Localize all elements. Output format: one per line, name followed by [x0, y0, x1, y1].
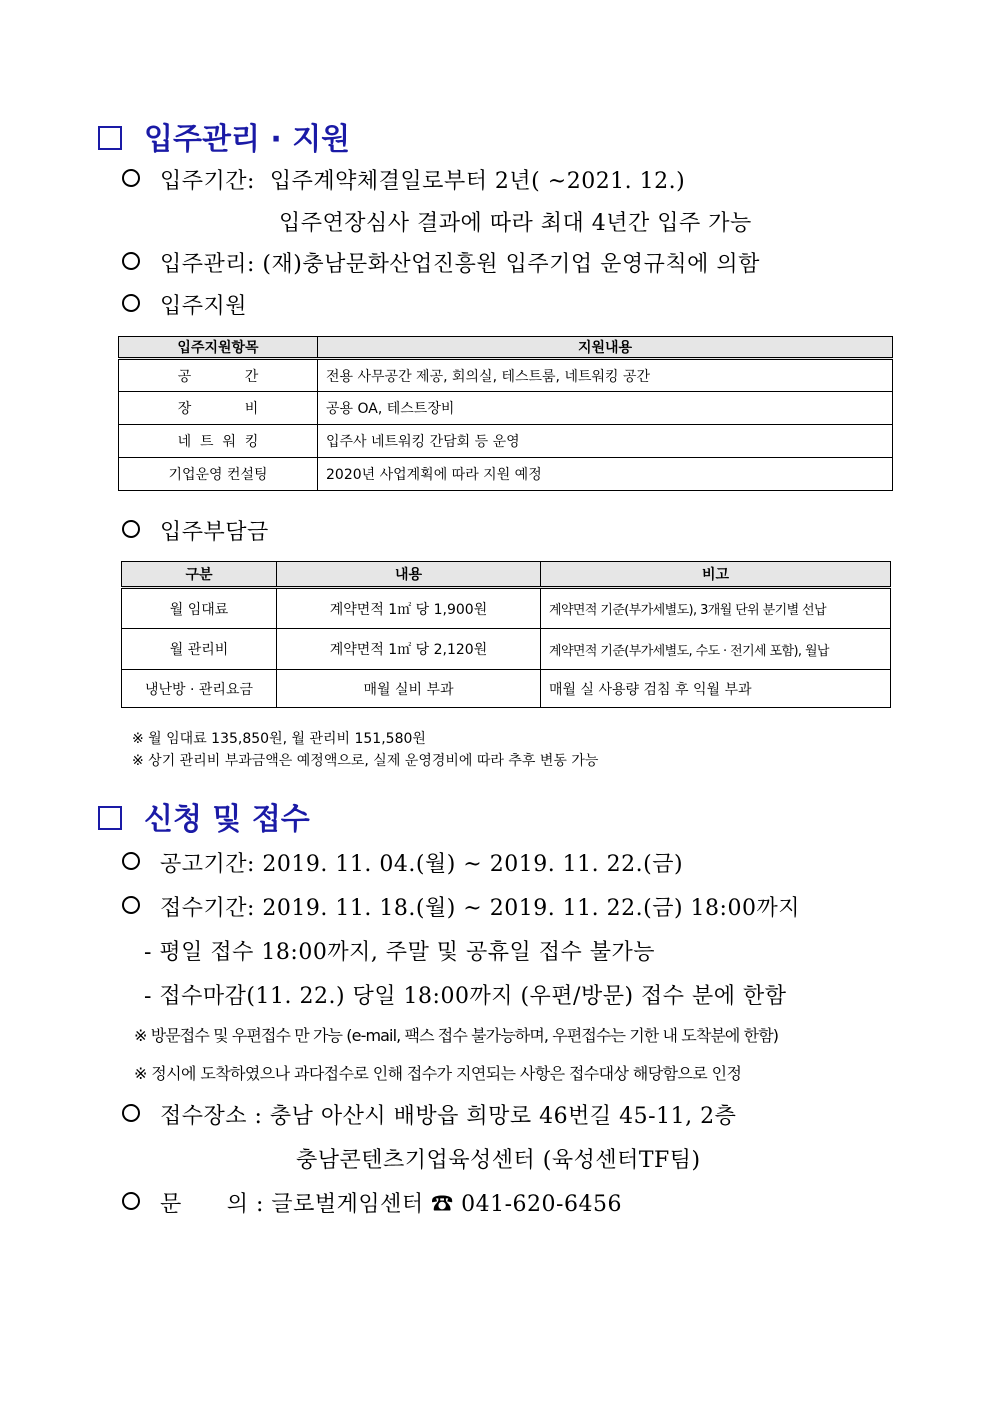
table-row [122, 629, 891, 670]
table-row [119, 425, 893, 458]
circle-bullet-icon [122, 1192, 140, 1210]
circle-bullet-icon [122, 520, 140, 538]
circle-bullet-icon [122, 896, 140, 914]
notice-line [122, 847, 683, 878]
table-cell: 장 비 [119, 392, 318, 425]
burden-note-1: ※ 월 임대료 135,850원, 월 관리비 151,580원 [132, 731, 426, 747]
table-cell: 입주사 네트워킹 간담회 등 운영 [318, 425, 893, 458]
burden-table [121, 561, 891, 708]
contact-line [122, 1187, 622, 1218]
checkbox-square-icon [98, 806, 122, 830]
circle-bullet-icon [122, 252, 140, 270]
receipt-line [122, 891, 800, 922]
table-header-cell: 구분 [122, 562, 277, 588]
burden-note-2: ※ 상기 관리비 부과금액은 예정액으로, 실제 운영경비에 따라 추후 변동 가능 [132, 753, 599, 769]
table-row [122, 670, 891, 708]
table-cell: 냉난방 · 관리요금 [122, 670, 277, 708]
place-line [122, 1099, 736, 1130]
table-cell: 전용 사무공간 제공, 회의실, 테스트룸, 네트워킹 공간 [318, 359, 893, 392]
burden-label: 입주부담금 [160, 520, 269, 545]
burden-line [122, 515, 269, 546]
receipt-text: 2019. 11. 18.(월) ~ 2019. 11. 22.(금) 18:00까지 [262, 896, 800, 921]
place-text: 충남 아산시 배방읍 희망로 46번길 45-11, 2층 [269, 1104, 737, 1129]
table-header-cell: 지원내용 [318, 337, 893, 359]
support-table [118, 336, 893, 491]
table-cell: 매월 실 사용량 검침 후 익월 부과 [541, 670, 891, 708]
table-row [122, 588, 891, 629]
table-cell: 월 임대료 [122, 588, 277, 629]
table-cell: 2020년 사업계획에 따라 지원 예정 [318, 458, 893, 491]
contact-text: 글로벌게임센터 ☎ 041-620-6456 [271, 1192, 622, 1217]
support-line [122, 289, 247, 320]
support-label: 입주지원 [160, 294, 248, 319]
receipt-sub-1: - 평일 접수 18:00까지, 주말 및 공휴일 접수 불가능 [144, 940, 656, 965]
circle-bullet-icon [122, 852, 140, 870]
table-cell: 계약면적 기준(부가세별도), 3개월 단위 분기별 선납 [541, 588, 891, 629]
period-extension-text: 입주연장심사 결과에 따라 최대 4년간 입주 가능 [279, 211, 752, 236]
receipt-note-2: ※ 정시에 도착하였으나 과다접수로 인해 접수가 지연되는 사항은 접수대상 해당함으로 인정 [134, 1064, 742, 1083]
manage-line [122, 247, 760, 278]
table-cell: 계약면적 기준(부가세별도, 수도 · 전기세 포함), 월납 [541, 629, 891, 670]
circle-bullet-icon [122, 1104, 140, 1122]
period-line [122, 164, 685, 195]
section-title-application [98, 794, 310, 838]
table-header-row [122, 562, 891, 588]
table-cell: 기업운영 컨설팅 [119, 458, 318, 491]
table-cell: 매월 실비 부과 [277, 670, 541, 708]
place-label: 접수장소 : [160, 1104, 263, 1129]
table-cell: 네 트 워 킹 [119, 425, 318, 458]
circle-bullet-icon [122, 169, 140, 187]
receipt-sub-2: - 접수마감(11. 22.) 당일 18:00까지 (우편/방문) 접수 분에 한함 [144, 984, 787, 1009]
period-text: 입주계약체결일로부터 2년( ~2021. 12.) [269, 169, 686, 194]
table-row [119, 359, 893, 392]
period-label: 입주기간: [160, 169, 255, 194]
table-row [119, 458, 893, 491]
table-cell: 공용 OA, 테스트장비 [318, 392, 893, 425]
checkbox-square-icon [98, 126, 122, 150]
table-cell: 공 간 [119, 359, 318, 392]
section-title-text: 신청 및 접수 [144, 802, 310, 837]
table-cell: 계약면적 1㎡ 당 1,900원 [277, 588, 541, 629]
table-cell: 계약면적 1㎡ 당 2,120원 [277, 629, 541, 670]
table-header-cell: 입주지원항목 [119, 337, 318, 359]
table-header-cell: 내용 [277, 562, 541, 588]
notice-text: 2019. 11. 04.(월) ~ 2019. 11. 22.(금) [262, 852, 684, 877]
manage-label: 입주관리: [160, 252, 255, 277]
receipt-note-1: ※ 방문접수 및 우편접수 만 가능 (e-mail, 팩스 접수 불가능하며, 우편접수는 기한 내 도착분에 한함) [134, 1026, 779, 1045]
notice-label: 공고기간: [160, 852, 255, 877]
table-header-cell: 비고 [541, 562, 891, 588]
receipt-label: 접수기간: [160, 896, 255, 921]
place-center-text: 충남콘텐츠기업육성센터 (육성센터TF팀) [296, 1148, 701, 1173]
manage-text: (재)충남문화산업진흥원 입주기업 운영규칙에 의함 [262, 252, 760, 277]
table-cell: 월 관리비 [122, 629, 277, 670]
section-title-text: 입주관리 · 지원 [144, 122, 351, 157]
section-title-occupancy [98, 114, 350, 158]
circle-bullet-icon [122, 294, 140, 312]
table-row [119, 392, 893, 425]
contact-label: 문 의 : [160, 1192, 264, 1217]
table-header-row [119, 337, 893, 359]
